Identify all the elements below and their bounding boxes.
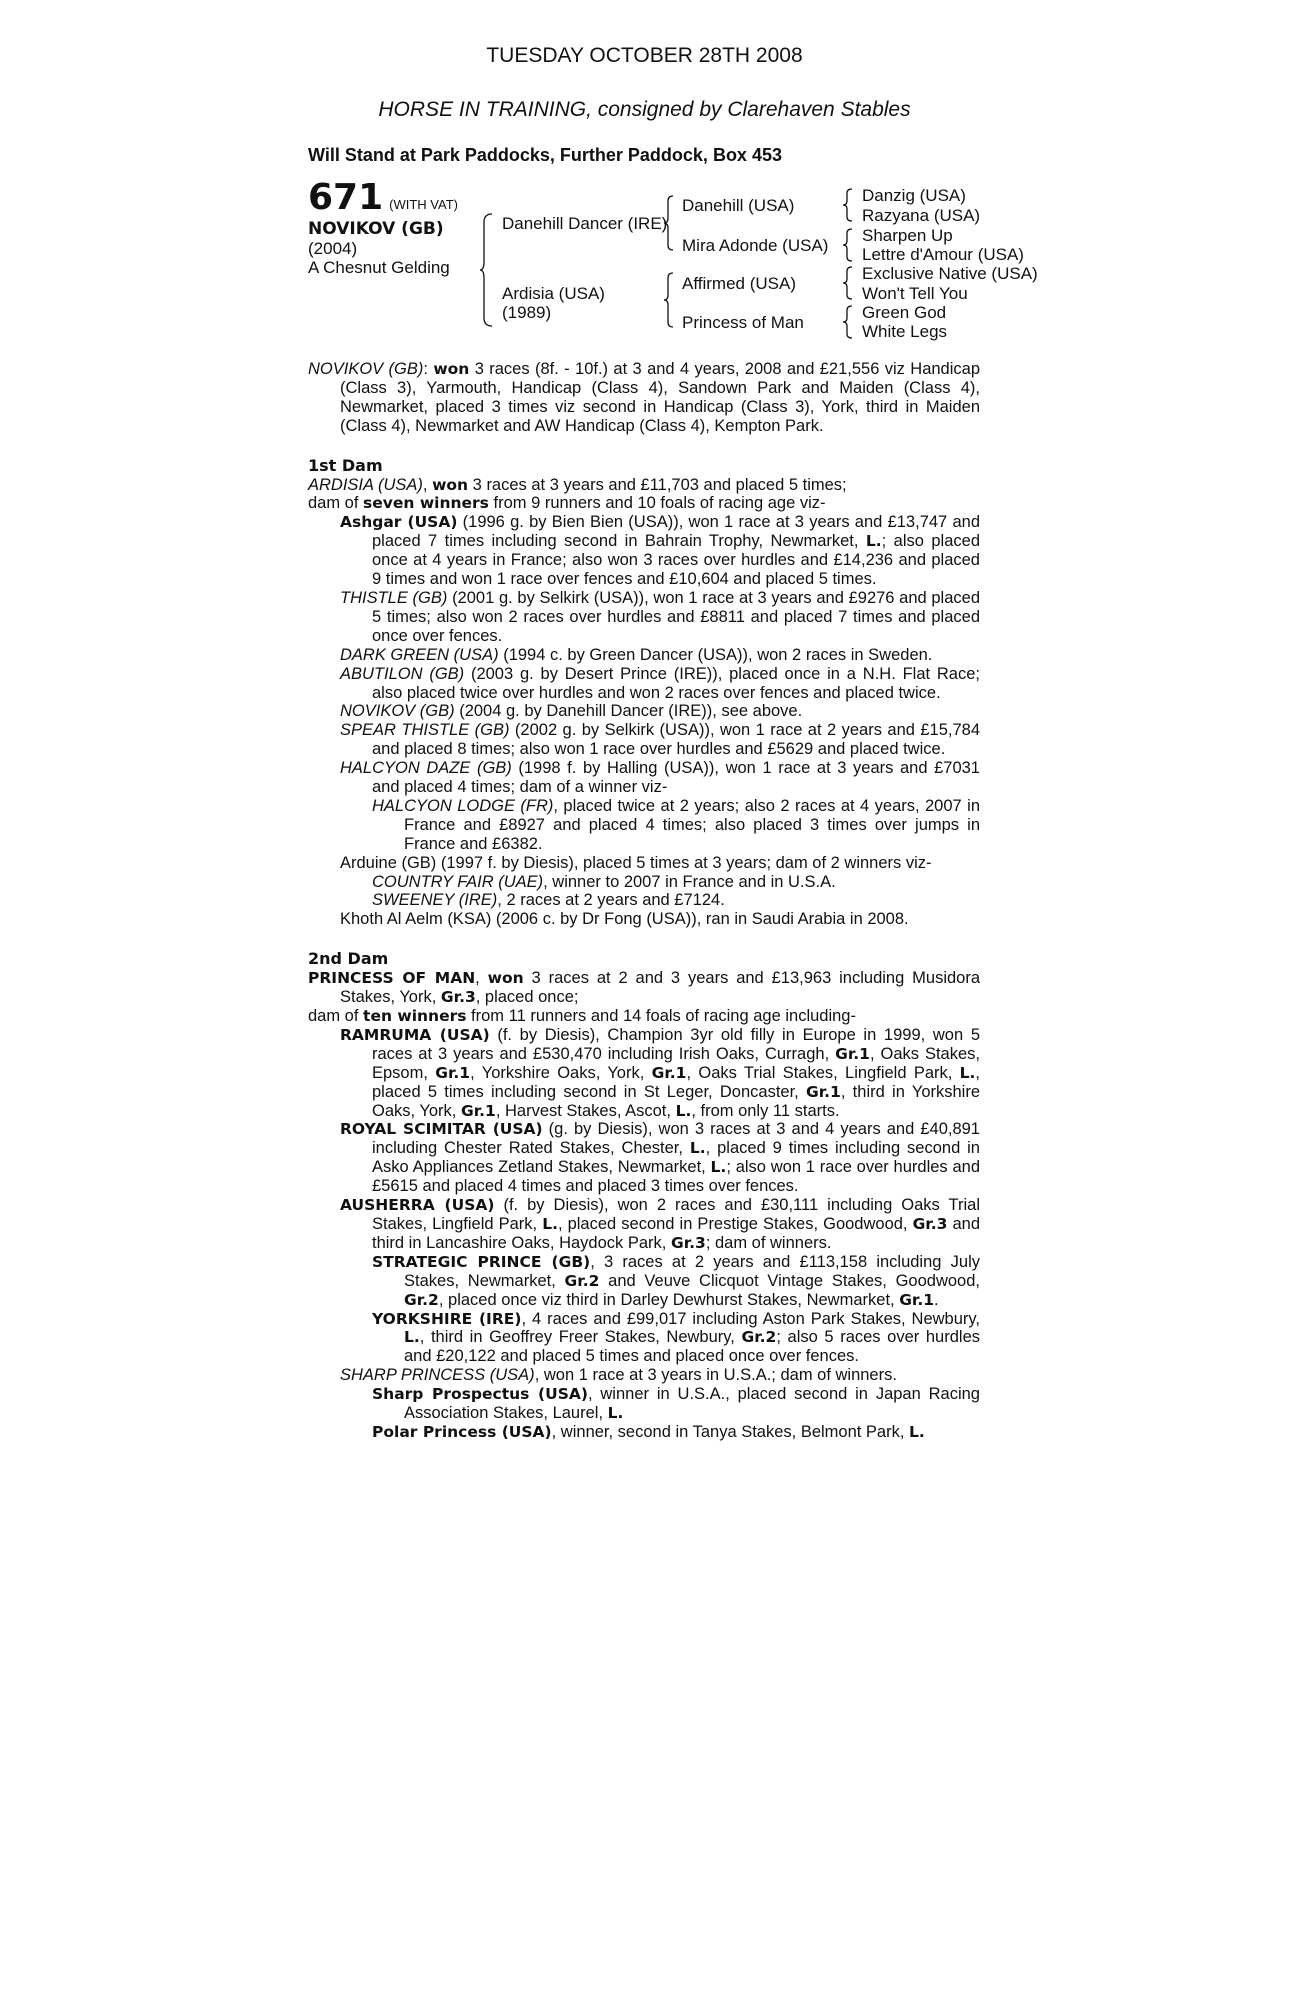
produce-name: DARK GREEN (USA): [340, 645, 499, 664]
produce-name: NOVIKOV (GB): [340, 702, 455, 721]
produce-text: , placed twice at 2 years; also 2 races at 4 years, 2007 in France and £8927 and placed 4 times; also placed 3 times over jumps in France and £6382.: [404, 796, 980, 853]
race-record: NOVIKOV (GB): won 3 races (8f. - 10f.) at 3 and 4 years, 2008 and £21,556 viz Handicap (Class 3), Yarmouth, Handicap (Class 4), Sandown Park and Maiden (Class 4), Newmarket, placed 3 times viz second in Handicap (Class 3), York, third in Maiden (Class 4), Newmarket and AW Handicap (Class 4), Kempton Park.: [308, 360, 980, 435]
lot-info: [308, 177, 458, 277]
produce-item: [308, 854, 980, 873]
pedigree-dam-dam: Princess of Man: [682, 313, 804, 332]
produce-text: (2002 g. by Selkirk (USA)), won 1 race at 2 years and £15,784 and placed 8 times; also won 1 race over hurdles and £5629 and placed twice.: [372, 721, 980, 759]
dam-of-text: from 9 runners and 10 foals of racing age viz-: [488, 494, 826, 513]
produce-text: ; also 5 races over hurdles and £20,122 and placed 5 times and placed once over fences.: [404, 1328, 980, 1366]
second-dam-record: PRINCESS OF MAN, won 3 races at 2 and 3 years and £13,963 including Musidora Stakes, York, Gr.3, placed once;: [308, 969, 981, 1007]
produce-name: Arduine (GB): [340, 853, 437, 872]
record-text: 3 races (8f. - 10f.) at 3 and 4 years, 2008 and £21,556 viz Handicap (Class 3), Yarmouth, Handicap (Class 4), Sandown Park and Maiden (Class 4), Newmarket, placed 3 times viz second in Handicap (Class 3), York, third in Maiden (Class 4), Newmarket and AW Handicap (Class 4), Kempton Park.: [340, 360, 980, 435]
produce-text: .: [934, 1290, 939, 1309]
pedigree-g3: Sharpen Up: [862, 226, 953, 245]
produce-text: and third in Lancashire Oaks, Haydock Park,: [372, 1214, 980, 1252]
pedigree-brace-g1: [843, 188, 853, 222]
produce-text: , 3 races at 2 years and £113,158 including July Stakes, Newmarket,: [404, 1252, 980, 1290]
produce-text: and Veuve Clicquot Vintage Stakes, Goodwood,: [599, 1271, 980, 1290]
produce-name: SWEENEY (IRE): [372, 891, 498, 910]
grade: L.: [710, 1158, 727, 1177]
second-dam-text: 3 races at 2 and 3 years and £13,963 including Musidora Stakes, York,: [340, 969, 981, 1007]
lot-number: 671: [308, 177, 384, 218]
horse-name: NOVIKOV (GB): [308, 219, 444, 239]
produce-text: , placed second in Prestige Stakes, Goodwood,: [557, 1214, 913, 1233]
produce-text: , winner, second in Tanya Stakes, Belmont Park,: [551, 1422, 910, 1441]
produce-item-ramruma: [308, 1026, 980, 1121]
second-dam-text-2: , placed once;: [475, 988, 579, 1007]
produce-subitem: [308, 873, 980, 892]
second-dam-name: PRINCESS OF MAN: [308, 969, 476, 988]
grade: Gr.1: [806, 1082, 841, 1101]
dam-of-winners: ten winners: [363, 1007, 467, 1025]
pedigree-g2: Razyana (USA): [862, 206, 981, 225]
pedigree-dam-sire: Affirmed (USA): [682, 274, 796, 293]
produce-item: [308, 513, 980, 589]
pedigree-g1: Danzig (USA): [862, 186, 966, 205]
produce-name: Ashgar (USA): [340, 513, 458, 532]
first-dam-name: ARDISIA (USA): [308, 475, 423, 494]
produce-name: AUSHERRA (USA): [340, 1196, 495, 1215]
produce-text-2: ; also placed once at 4 years in France; also won 3 races over hurdles and £14,236 and placed 9 times and won 1 race over fences and £10,604 and placed 5 times.: [372, 532, 980, 589]
pedigree-brace-g3: [843, 266, 853, 300]
pedigree-g6: Won't Tell You: [862, 284, 968, 303]
horse-year: (2004): [308, 239, 358, 258]
produce-name: SHARP PRINCESS (USA): [340, 1366, 535, 1385]
grade: Gr.2: [741, 1328, 777, 1347]
produce-item: [308, 721, 980, 759]
horse-description: A Chesnut Gelding: [308, 258, 450, 277]
dam-of-prefix: dam of: [308, 1007, 364, 1025]
record-won: won: [433, 360, 470, 378]
pedigree-brace-sire: [664, 195, 674, 251]
produce-text: , 2 races at 2 years and £7124.: [497, 891, 725, 910]
second-dam-grade: Gr.3: [440, 988, 476, 1007]
grade: L.: [689, 1139, 706, 1158]
produce-subitem-yorkshire: [308, 1310, 980, 1367]
dam-of-text: from 11 runners and 14 foals of racing age including-: [466, 1007, 856, 1025]
produce-name: THISTLE (GB): [340, 588, 448, 607]
produce-name: Khoth Al Aelm (KSA): [340, 910, 492, 929]
produce-subitem-strategic-prince: [308, 1253, 980, 1310]
pedigree-g8: White Legs: [862, 322, 948, 341]
grade: L.: [542, 1214, 558, 1233]
produce-name: Polar Princess (USA): [372, 1422, 552, 1441]
produce-item-royal-scimitar: [308, 1120, 980, 1196]
pedigree-brace-main: [480, 212, 494, 328]
produce-text: , Harvest Stakes, Ascot,: [495, 1101, 676, 1120]
record-horse-name: NOVIKOV (GB): [308, 360, 424, 378]
produce-name: ABUTILON (GB): [340, 664, 465, 683]
produce-subitem: [308, 797, 980, 854]
catalogue-body: [308, 360, 980, 1442]
dam-of-winners: seven winners: [363, 494, 489, 513]
produce-text: (1997 f. by Diesis), placed 5 times at 3 years; dam of 2 winners viz-: [436, 853, 932, 872]
produce-name: RAMRUMA (USA): [340, 1025, 490, 1044]
pedigree-sire-dam: Mira Adonde (USA): [682, 236, 829, 255]
grade: Gr.1: [899, 1290, 935, 1309]
grade: L.: [675, 1101, 692, 1120]
pedigree-brace-g2: [843, 228, 853, 262]
second-dam-produce-summary: [308, 1007, 980, 1026]
grade: L.: [909, 1422, 925, 1441]
grade: Gr.1: [651, 1063, 687, 1082]
produce-item: [308, 759, 980, 797]
produce-name: Sharp Prospectus (USA): [372, 1385, 588, 1404]
produce-text: , Oaks Stakes, Epsom,: [372, 1044, 980, 1082]
pedigree-sire: Danehill Dancer (IRE): [502, 214, 668, 233]
produce-item-ausherra: [308, 1196, 980, 1253]
produce-text: , placed 5 times including second in St Leger, Doncaster,: [372, 1063, 981, 1101]
consignment-line: HORSE IN TRAINING, consigned by Clarehaven Stables: [378, 98, 911, 121]
grade: Gr.1: [460, 1101, 496, 1120]
pedigree-sire-sire: Danehill (USA): [682, 196, 795, 215]
produce-text: (g. by Diesis), won 3 races at 3 and 4 years and £40,891 including Chester Rated Stakes, Chester,: [372, 1120, 980, 1158]
produce-text: (1998 f. by Halling (USA)), won 1 race at 3 years and £7031 and placed 4 times; dam of a winner viz-: [372, 759, 980, 797]
first-dam-record: ARDISIA (USA), won 3 races at 3 years and £11,703 and placed 5 times;: [308, 475, 847, 494]
pedigree-brace-g4: [843, 305, 853, 339]
produce-listed: L.: [865, 532, 882, 551]
pedigree-dam: Ardisia (USA): [502, 284, 605, 303]
produce-text: , 4 races and £99,017 including Aston Park Stakes, Newbury,: [521, 1309, 980, 1328]
produce-name: HALCYON DAZE (GB): [340, 759, 512, 778]
sale-date: TUESDAY OCTOBER 28TH 2008: [486, 44, 803, 67]
produce-item: [308, 702, 980, 721]
produce-text: (f. by Diesis), Champion 3yr old filly in Europe in 1999, won 5 races at 3 years and £530,470 including Irish Oaks, Curragh,: [372, 1025, 980, 1063]
produce-item: [308, 646, 980, 665]
produce-item-sharp-princess: [308, 1366, 980, 1385]
produce-subitem-polar-princess: [308, 1423, 980, 1442]
produce-text: (1996 g. by Bien Bien (USA)), won 1 race at 3 years and £13,747 and placed 7 times including second in Bahrain Trophy, Newmarket,: [372, 513, 980, 551]
produce-text: , Oaks Trial Stakes, Lingfield Park,: [686, 1063, 960, 1082]
grade: L.: [404, 1328, 420, 1347]
grade: Gr.2: [564, 1271, 600, 1290]
first-dam-won: won: [432, 475, 469, 494]
first-dam-heading: 1st Dam: [308, 455, 383, 475]
stand-location: Will Stand at Park Paddocks, Further Paddock, Box 453: [308, 145, 782, 165]
produce-name: HALCYON LODGE (FR): [372, 796, 554, 815]
produce-name: COUNTRY FAIR (UAE): [372, 872, 544, 891]
produce-name: STRATEGIC PRINCE (GB): [372, 1252, 591, 1271]
pedigree-g7: Green God: [862, 303, 947, 322]
produce-text: (2006 c. by Dr Fong (USA)), ran in Saudi Arabia in 2008.: [491, 910, 909, 929]
second-dam-heading: 2nd Dam: [308, 949, 389, 969]
pedigree-g5: Exclusive Native (USA): [862, 264, 1038, 283]
grade: Gr.1: [835, 1044, 870, 1063]
first-dam-produce-summary: [308, 494, 980, 513]
produce-item: [308, 665, 980, 703]
pedigree-dam-year: (1989): [502, 303, 552, 322]
produce-text: , winner to 2007 in France and in U.S.A.: [543, 872, 836, 891]
grade: Gr.3: [670, 1233, 706, 1252]
grade: L.: [959, 1063, 976, 1082]
produce-subitem-sharp-prospectus: [308, 1385, 980, 1423]
produce-text: (2004 g. by Danehill Dancer (IRE)), see above.: [454, 702, 803, 721]
produce-text: , from only 11 starts.: [691, 1101, 840, 1120]
pedigree-g4: Lettre d'Amour (USA): [862, 245, 1024, 264]
grade: L.: [607, 1404, 624, 1423]
grade: Gr.1: [435, 1063, 471, 1082]
produce-text: , placed once viz third in Darley Dewhurst Stakes, Newmarket,: [438, 1290, 900, 1309]
produce-text: , won 1 race at 3 years in U.S.A.; dam of winners.: [534, 1366, 897, 1385]
produce-text: , Yorkshire Oaks, York,: [470, 1063, 652, 1082]
produce-text: (f. by Diesis), won 2 races and £30,111 including Oaks Trial Stakes, Lingfield Park,: [372, 1196, 980, 1233]
produce-text: (2001 g. by Selkirk (USA)), won 1 race at 3 years and £9276 and placed 5 times; also won 2 races over hurdles and £8811 and placed 7 times and placed once over fences.: [372, 588, 981, 645]
produce-text: (1994 c. by Green Dancer (USA)), won 2 races in Sweden.: [498, 645, 933, 664]
produce-text: , third in Geoffrey Freer Stakes, Newbury,: [419, 1328, 742, 1347]
produce-name: ROYAL SCIMITAR (USA): [340, 1120, 543, 1139]
produce-item: [308, 910, 980, 929]
first-dam-text: 3 races at 3 years and £11,703 and placed 5 times;: [468, 475, 847, 494]
produce-subitem: [308, 891, 980, 910]
produce-text: , third in Yorkshire Oaks, York,: [372, 1082, 980, 1120]
produce-text: (2003 g. by Desert Prince (IRE)), placed once in a N.H. Flat Race; also placed twice over hurdles and won 2 races over fences and placed twice.: [372, 664, 980, 702]
produce-name: SPEAR THISTLE (GB): [340, 721, 510, 740]
vat-note: (WITH VAT): [389, 197, 458, 212]
produce-name: YORKSHIRE (IRE): [372, 1309, 522, 1328]
produce-text: , placed 9 times including second in Asko Appliances Zetland Stakes, Newmarket,: [372, 1139, 980, 1177]
produce-item: [308, 589, 980, 646]
second-dam-won: won: [487, 969, 524, 988]
produce-text: ; dam of winners.: [705, 1233, 832, 1252]
produce-text: , winner in U.S.A., placed second in Japan Racing Association Stakes, Laurel,: [404, 1385, 980, 1423]
produce-text: ; also won 1 race over hurdles and £5615 and placed 4 times and placed 3 times over fences.: [372, 1158, 981, 1196]
pedigree-brace-dam: [664, 272, 674, 328]
grade: Gr.3: [912, 1214, 948, 1233]
dam-of-prefix: dam of: [308, 494, 364, 513]
grade: Gr.2: [404, 1290, 439, 1309]
